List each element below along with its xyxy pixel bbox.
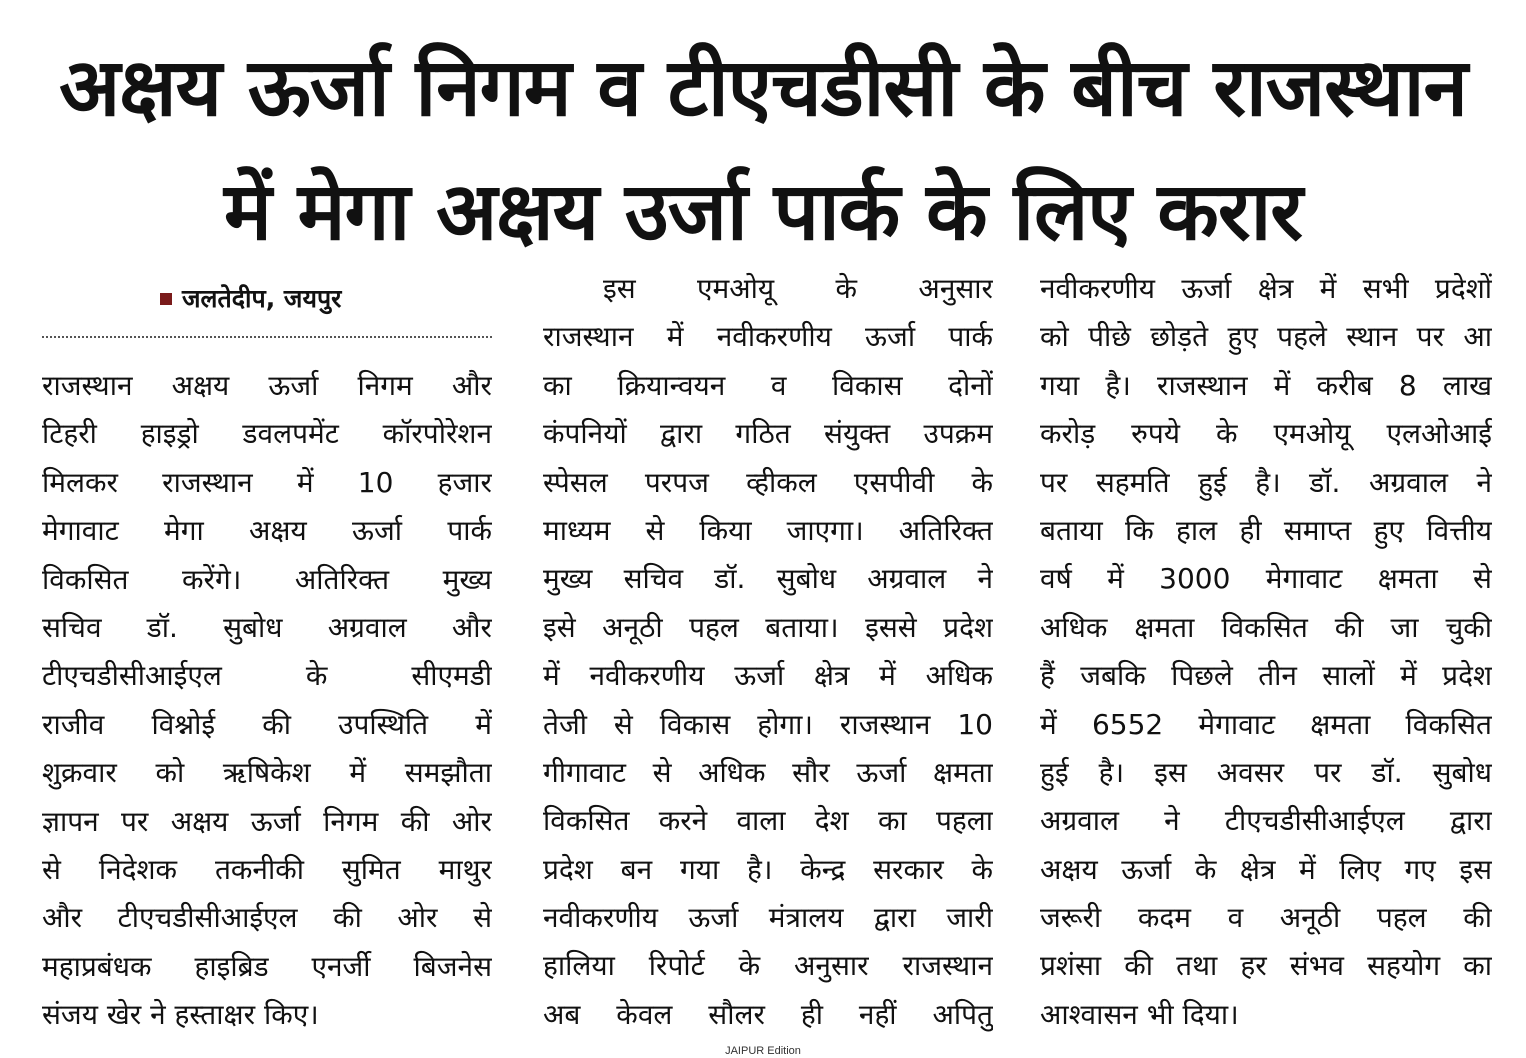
byline-text: जलतेदीप, जयपुर: [182, 284, 342, 313]
byline-divider: [42, 336, 492, 338]
column-line: आश्वासन भी दिया।: [1040, 997, 1239, 1031]
column-line: प्रदेश बन गया है। केन्द्र सरकार के: [543, 852, 993, 886]
column-line: संजय खेर ने हस्ताक्षर किए।: [42, 998, 319, 1032]
column-line: प्रशंसा की तथा हर संभव सहयोग का: [1040, 949, 1492, 983]
column-line: वर्ष में 3000 मेगावाट क्षमता से: [1040, 562, 1492, 596]
column-line: टिहरी हाइड्रो डवलपमेंट कॉरपोरेशन: [42, 417, 492, 451]
byline-square-icon: [160, 293, 172, 305]
column-line: मेगावाट मेगा अक्षय ऊर्जा पार्क: [42, 514, 492, 548]
column-line: अग्रवाल ने टीएचडीसीआईएल द्वारा: [1040, 804, 1492, 838]
column-line: राजीव विश्नोई की उपस्थिति में: [42, 707, 492, 741]
column-line: अक्षय ऊर्जा के क्षेत्र में लिए गए इस: [1040, 852, 1492, 886]
column-line: में नवीकरणीय ऊर्जा क्षेत्र में अधिक: [543, 659, 993, 693]
column-line: सचिव डॉ. सुबोध अग्रवाल और: [42, 610, 492, 644]
column-line: जरूरी कदम व अनूठी पहल की: [1040, 901, 1492, 935]
column-line: का क्रियान्वयन व विकास दोनों: [543, 368, 993, 402]
column-line: बताया कि हाल ही समाप्त हुए वित्तीय: [1040, 513, 1492, 547]
article-column-1: [42, 362, 492, 1039]
column-line: अब केवल सौलर ही नहीं अपितु: [543, 997, 993, 1031]
column-line: इस एमओयू के अनुसार: [603, 272, 993, 305]
column-line: तेजी से विकास होगा। राजस्थान 10: [543, 707, 993, 741]
column-line: विकसित करने वाला देश का पहला: [543, 804, 993, 838]
column-line: राजस्थान में नवीकरणीय ऊर्जा पार्क: [543, 320, 993, 354]
column-line: ज्ञापन पर अक्षय ऊर्जा निगम की ओर: [42, 804, 492, 838]
column-line: हालिया रिपोर्ट के अनुसार राजस्थान: [543, 949, 993, 983]
column-line: माध्यम से किया जाएगा। अतिरिक्त: [543, 513, 993, 547]
column-line: हैं जबकि पिछले तीन सालों में प्रदेश: [1040, 659, 1492, 693]
column-line: हुई है। इस अवसर पर डॉ. सुबोध: [1040, 755, 1492, 789]
column-line: शुक्रवार को ऋषिकेश में समझौता: [42, 756, 492, 790]
headline-line-2: में मेगा अक्षय उर्जा पार्क के लिए करार: [223, 165, 1303, 258]
column-line: मुख्य सचिव डॉ. सुबोध अग्रवाल ने: [543, 562, 993, 596]
column-line: पर सहमति हुई है। डॉ. अग्रवाल ने: [1040, 465, 1492, 499]
column-line: गीगावाट से अधिक सौर ऊर्जा क्षमता: [543, 755, 993, 789]
column-line: और टीएचडीसीआईएल की ओर से: [42, 901, 492, 935]
article-column-2: [543, 265, 993, 1039]
column-line: महाप्रबंधक हाइब्रिड एनर्जी बिजनेस: [42, 949, 492, 983]
column-line: से निदेशक तकनीकी सुमित माथुर: [42, 852, 492, 886]
column-line: विकसित करेंगे। अतिरिक्त मुख्य: [42, 562, 492, 596]
headline-line-1: अक्षय ऊर्जा निगम व टीएचडीसी के बीच राजस्थान: [59, 41, 1467, 134]
column-line: में 6552 मेगावाट क्षमता विकसित: [1040, 707, 1492, 741]
column-line: अधिक क्षमता विकसित की जा चुकी: [1040, 610, 1492, 644]
column-line: टीएचडीसीआईएल के सीएमडी: [42, 659, 492, 693]
column-line: स्पेसल परपज व्हीकल एसपीवी के: [543, 465, 993, 499]
column-line: नवीकरणीय ऊर्जा क्षेत्र में सभी प्रदेशों: [1040, 272, 1492, 305]
column-line: इसे अनूठी पहल बताया। इससे प्रदेश: [543, 610, 993, 644]
column-line: गया है। राजस्थान में करीब 8 लाख: [1040, 368, 1492, 402]
column-line: मिलकर राजस्थान में 10 हजार: [42, 465, 492, 499]
column-line: राजस्थान अक्षय ऊर्जा निगम और: [42, 369, 492, 402]
column-line: करोड़ रुपये के एमओयू एलओआई: [1040, 417, 1492, 451]
edition-footer: JAIPUR Edition: [725, 1045, 801, 1057]
column-line: नवीकरणीय ऊर्जा मंत्रालय द्वारा जारी: [543, 901, 993, 935]
column-line: कंपनियों द्वारा गठित संयुक्त उपक्रम: [543, 417, 993, 451]
article-column-3: [1040, 265, 1492, 1039]
column-line: को पीछे छोड़ते हुए पहले स्थान पर आ: [1040, 320, 1492, 354]
byline: [160, 282, 341, 316]
